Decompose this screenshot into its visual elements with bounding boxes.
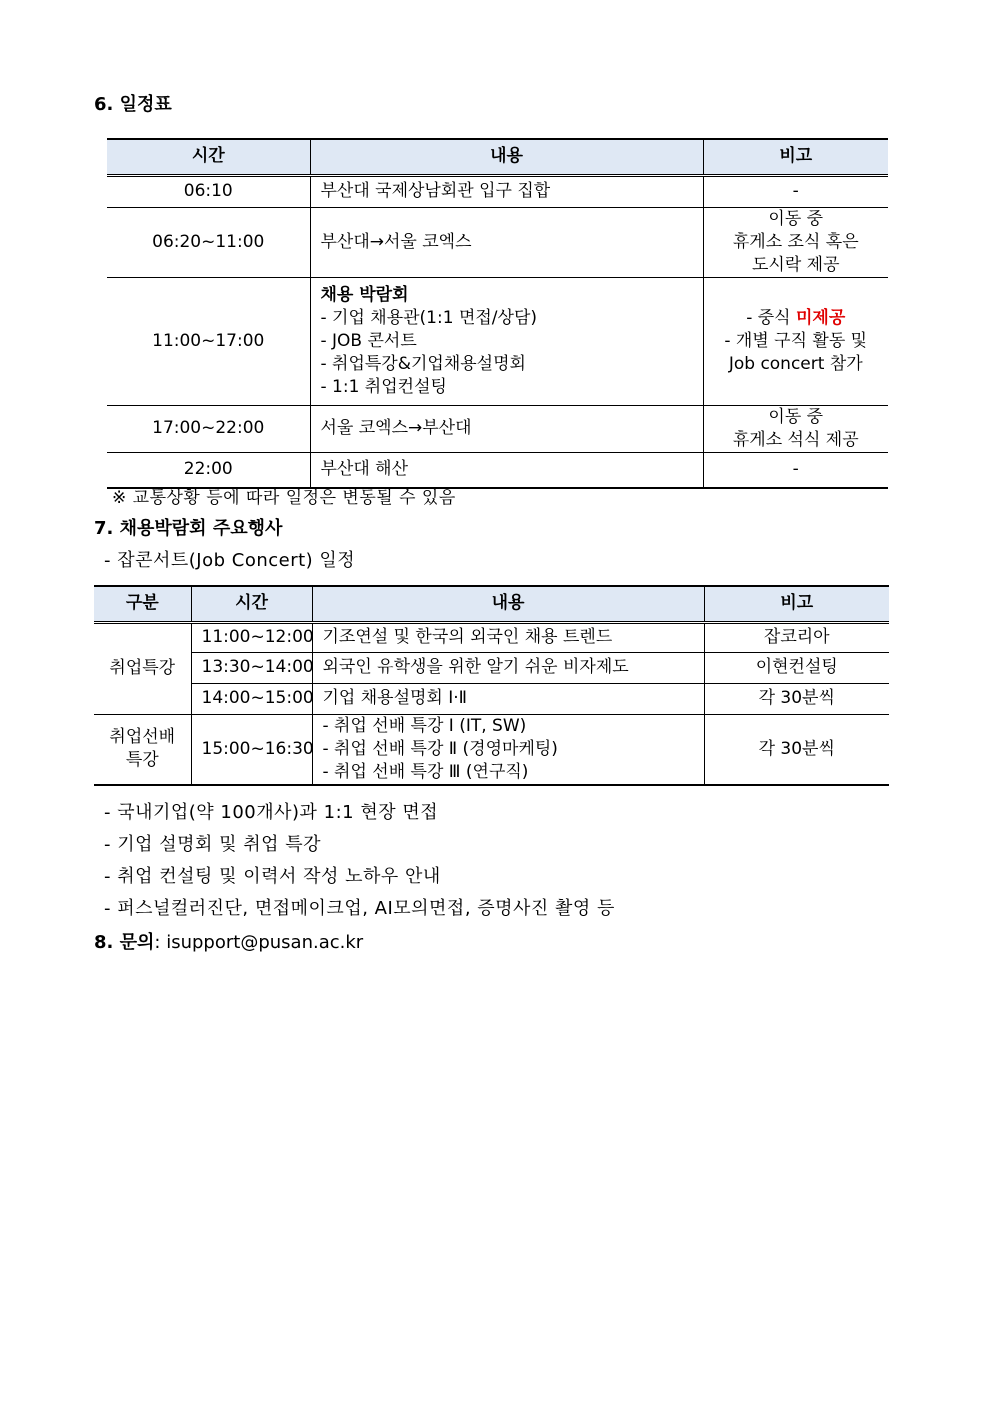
schedule-note xyxy=(703,405,888,452)
schedule-row xyxy=(107,207,888,277)
note-line: 휴게소 조식 혹은 xyxy=(732,231,859,252)
concert-row xyxy=(94,652,889,683)
concert-time: 15:00~16:30 xyxy=(191,714,312,785)
content-line: - 취업 선배 특강 Ⅰ (IT, SW) xyxy=(322,715,527,736)
schedule-content: 부산대 국제상남회관 입구 집합 xyxy=(310,175,703,207)
schedule-content: 서울 코엑스→부산대 xyxy=(310,405,703,452)
job-concert-subtitle: - 잡콘서트(Job Concert) 일정 xyxy=(104,550,356,571)
contact-email[interactable]: isupport@pusan.ac.kr xyxy=(166,932,364,953)
concert-content: 기업 채용설명회 Ⅰ·Ⅱ xyxy=(312,683,704,714)
schedule-header-time: 시간 xyxy=(107,139,310,175)
concert-header-content: 내용 xyxy=(312,586,704,622)
not-provided-highlight: 미제공 xyxy=(796,307,846,328)
content-line: - 기업 채용관(1:1 면접/상담) xyxy=(320,307,537,328)
concert-note: 잡코리아 xyxy=(704,622,889,652)
schedule-header-content: 내용 xyxy=(310,139,703,175)
concert-row xyxy=(94,622,889,652)
concert-content xyxy=(312,714,704,785)
schedule-row xyxy=(107,277,888,405)
schedule-table xyxy=(107,138,888,489)
contact-label: 8. 문의 xyxy=(94,932,155,953)
schedule-row xyxy=(107,175,888,207)
note-line: 도시락 제공 xyxy=(751,254,840,275)
content-line: - 1:1 취업컨설팅 xyxy=(320,376,447,397)
concert-note: 이현컨설팅 xyxy=(704,652,889,683)
section-6-title: 6. 일정표 xyxy=(94,94,172,115)
concert-row xyxy=(94,714,889,785)
note-line: 휴게소 석식 제공 xyxy=(732,429,859,450)
content-line: - 취업 선배 특강 Ⅱ (경영마케팅) xyxy=(322,738,558,759)
concert-category: 취업특강 xyxy=(94,622,191,714)
job-concert-table xyxy=(94,585,889,786)
note-line: 이동 중 xyxy=(768,208,824,229)
schedule-content xyxy=(310,277,703,405)
contact-colon: : xyxy=(154,932,161,953)
concert-header-category: 구분 xyxy=(94,586,191,622)
concert-time: 14:00~15:00 xyxy=(191,683,312,714)
event-bullet: - 퍼스널컬러진단, 면접메이크업, AI모의면접, 증명사진 촬영 등 xyxy=(104,898,615,919)
schedule-note: - xyxy=(703,452,888,488)
concert-content: 외국인 유학생을 위한 알기 쉬운 비자제도 xyxy=(312,652,704,683)
concert-content: 기조연설 및 한국의 외국인 채용 트렌드 xyxy=(312,622,704,652)
schedule-note xyxy=(703,277,888,405)
content-line: - 취업 선배 특강 Ⅲ (연구직) xyxy=(322,761,529,782)
concert-row xyxy=(94,683,889,714)
concert-header-note: 비고 xyxy=(704,586,889,622)
note-line: Job concert 참가 xyxy=(728,353,863,374)
schedule-time: 22:00 xyxy=(107,452,310,488)
content-line: - JOB 콘서트 xyxy=(320,330,417,351)
note-prefix: - 중식 xyxy=(746,307,796,328)
contact-line xyxy=(94,928,363,954)
note-line xyxy=(714,307,879,330)
category-line: 특강 xyxy=(125,750,159,771)
schedule-time: 11:00~17:00 xyxy=(107,277,310,405)
event-bullet: - 취업 컨설팅 및 이력서 작성 노하우 안내 xyxy=(104,866,441,887)
schedule-header-note: 비고 xyxy=(703,139,888,175)
schedule-time: 06:20~11:00 xyxy=(107,207,310,277)
concert-header-time: 시간 xyxy=(191,586,312,622)
category-line: 취업선배 xyxy=(109,727,176,748)
content-title: 채용 박람회 xyxy=(320,284,409,305)
content-line: - 취업특강&기업채용설명회 xyxy=(320,353,526,374)
event-bullet: - 기업 설명회 및 취업 특강 xyxy=(104,834,321,855)
schedule-content: 부산대→서울 코엑스 xyxy=(310,207,703,277)
concert-time: 11:00~12:00 xyxy=(191,622,312,652)
schedule-row xyxy=(107,405,888,452)
schedule-note: - xyxy=(703,175,888,207)
note-line: - 개별 구직 활동 및 xyxy=(724,330,868,351)
concert-note: 각 30분씩 xyxy=(704,714,889,785)
schedule-time: 17:00~22:00 xyxy=(107,405,310,452)
schedule-footnote: ※ 교통상황 등에 따라 일정은 변동될 수 있음 xyxy=(112,488,456,508)
section-7-title: 7. 채용박람회 주요행사 xyxy=(94,518,283,539)
schedule-content: 부산대 해산 xyxy=(310,452,703,488)
note-line: 이동 중 xyxy=(768,406,824,427)
concert-category xyxy=(94,714,191,785)
concert-time: 13:30~14:00 xyxy=(191,652,312,683)
schedule-time: 06:10 xyxy=(107,175,310,207)
concert-note: 각 30분씩 xyxy=(704,683,889,714)
event-bullet: - 국내기업(약 100개사)과 1:1 현장 면접 xyxy=(104,802,439,823)
schedule-note xyxy=(703,207,888,277)
